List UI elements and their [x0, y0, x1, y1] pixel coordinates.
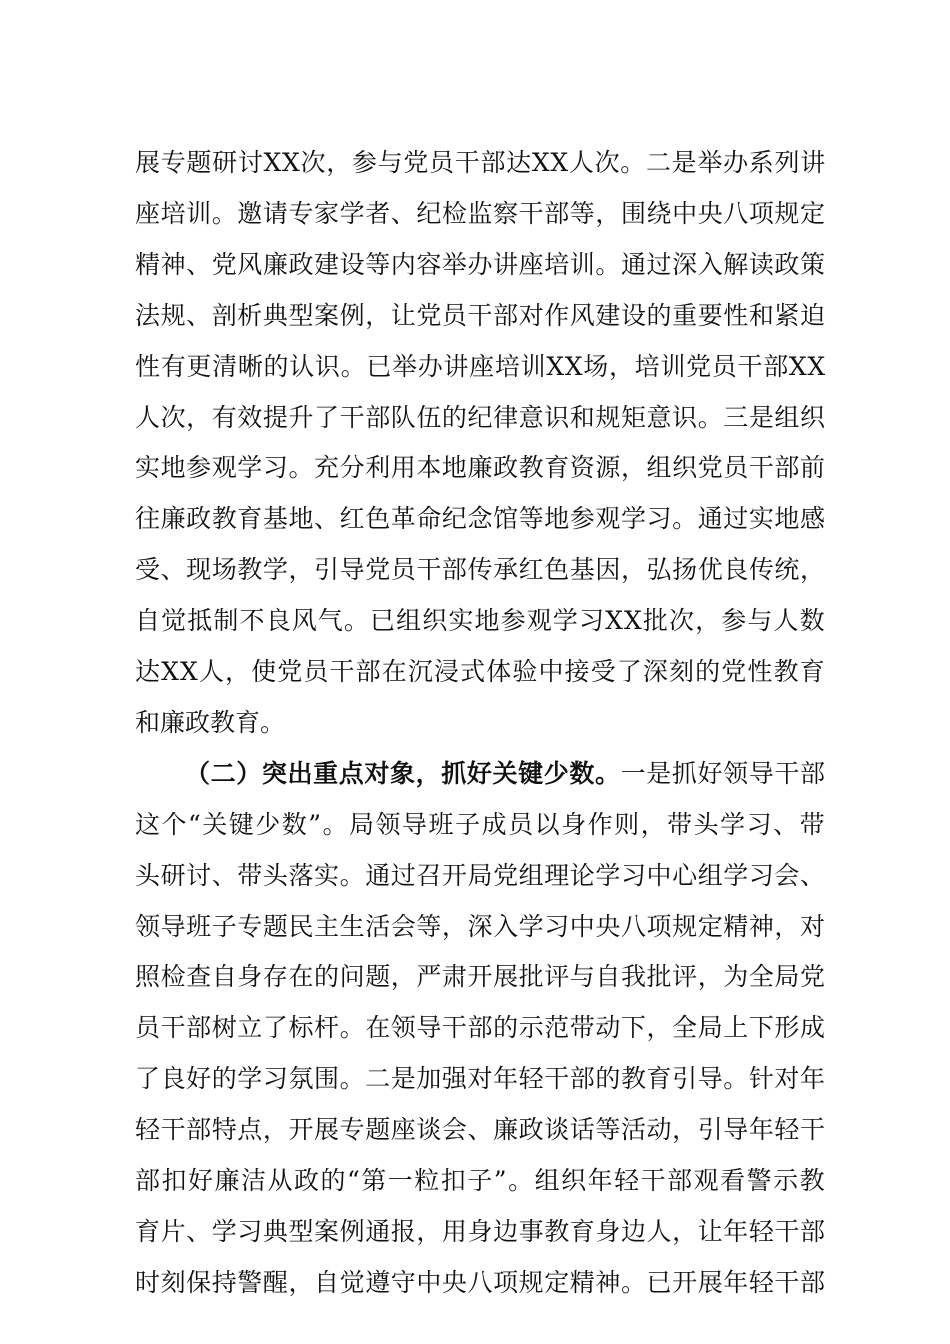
- line-text: 人次，有效提升了干部队伍的纪律意识和规矩意识。三是组织: [135, 403, 826, 432]
- body-text-line: [135, 291, 826, 341]
- line-text: 这个“关键少数”。局领导班子成员以身作则，带头学习、带: [135, 810, 827, 839]
- body-text-line: [135, 1105, 826, 1155]
- line-text: 照检查自身存在的问题，严肃开展批评与自我批评，为全局党: [135, 962, 826, 991]
- line-text: 性有更清晰的认识。已举办讲座培训XX场，培训党员干部XX: [135, 352, 826, 381]
- body-text-line: [135, 698, 285, 748]
- line-text: 实地参观学习。充分利用本地廉政教育资源，组织党员干部前: [135, 453, 826, 482]
- body-text-line: [135, 1258, 826, 1308]
- body-text-line: [135, 952, 826, 1002]
- line-text: 达XX人，使党员干部在沉浸式体验中接受了深刻的党性教育: [135, 657, 826, 686]
- line-text: 时刻保持警醒，自觉遵守中央八项规定精神。已开展年轻干部: [135, 1268, 826, 1297]
- body-text-line: [135, 1003, 826, 1053]
- section-heading: （二）突出重点对象，抓好关键少数。: [185, 759, 621, 788]
- line-text: 座培训。邀请专家学者、纪检监察干部等，围绕中央八项规定: [135, 199, 826, 228]
- line-text: 和廉政教育。: [135, 708, 286, 737]
- body-text-line: [135, 494, 826, 544]
- body-text-line: [135, 1207, 826, 1257]
- body-text-line: [135, 393, 826, 443]
- section-heading-line: [185, 749, 826, 799]
- line-text: 部扣好廉洁从政的“第一粒扣子”。组织年轻干部观看警示教: [135, 1166, 827, 1195]
- body-text-line: [135, 902, 826, 952]
- body-text-line: [135, 596, 826, 646]
- body-text-line: [135, 800, 826, 850]
- body-text-line: [135, 240, 826, 290]
- line-text: 头研讨、带头落实。通过召开局党组理论学习中心组学习会、: [135, 861, 826, 890]
- body-text-line: [135, 443, 826, 493]
- line-text: 员干部树立了标杆。在领导干部的示范带动下，全局上下形成: [135, 1013, 826, 1042]
- line-text: 领导班子专题民主生活会等，深入学习中央八项规定精神，对: [135, 912, 826, 941]
- body-text-line: [135, 342, 826, 392]
- line-text: 往廉政教育基地、红色革命纪念馆等地参观学习。通过实地感: [135, 504, 826, 533]
- body-text-line: [135, 1054, 826, 1104]
- body-text-line: [135, 189, 826, 239]
- body-text-line: [135, 851, 826, 901]
- line-text: 展专题研讨XX次，参与党员干部达XX人次。二是举办系列讲: [135, 148, 826, 177]
- body-text-line: [135, 647, 826, 697]
- line-text: 轻干部特点，开展专题座谈会、廉政谈话等活动，引导年轻干: [135, 1115, 826, 1144]
- line-text: 精神、党风廉政建设等内容举办讲座培训。通过深入解读政策: [135, 250, 826, 279]
- body-text-line: [135, 1156, 826, 1206]
- line-text: 育片、学习典型案例通报，用身边事教育身边人，让年轻干部: [135, 1217, 826, 1246]
- line-text: 了良好的学习氛围。二是加强对年轻干部的教育引导。针对年: [135, 1064, 826, 1093]
- line-text: 自觉抵制不良风气。已组织实地参观学习XX批次，参与人数: [135, 606, 826, 635]
- line-text: 法规、剖析典型案例，让党员干部对作风建设的重要性和紧迫: [135, 301, 826, 330]
- line-text: 一是抓好领导干部: [620, 759, 826, 788]
- line-text: 受、现场教学，引导党员干部传承红色基因，弘扬优良传统，: [135, 555, 826, 584]
- body-text-line: [135, 138, 826, 188]
- body-text-line: [135, 545, 826, 595]
